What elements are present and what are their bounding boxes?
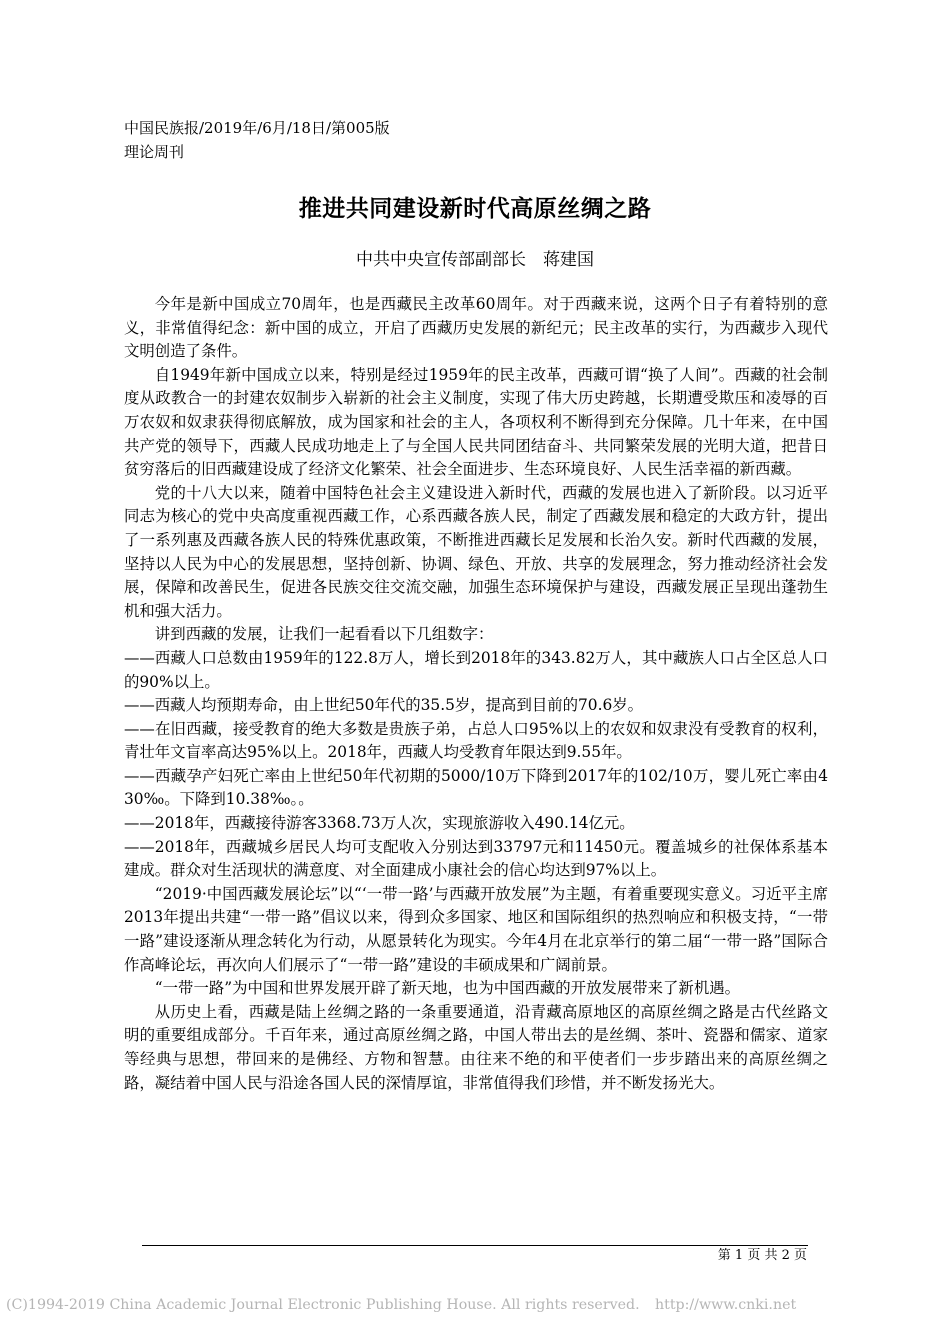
publication-info (124, 116, 390, 164)
copyright-url: http://www.cnki.net (655, 1297, 797, 1313)
data-point: ——西藏人均预期寿命，由上世纪50年代的35.5岁，提高到目前的70.6岁。 (124, 696, 644, 715)
paragraph: “一带一路”为中国和世界发展开辟了新天地，也为中国西藏的开放发展带来了新机遇。 (154, 979, 740, 998)
data-point: ——2018年，西藏接待游客3368.73万人次，实现旅游收入490.14亿元。 (124, 814, 635, 833)
source-line: 中国民族报/2019年/6月/18日/第005版 (124, 119, 390, 137)
paragraph: 讲到西藏的发展，让我们一起看看以下几组数字： (154, 625, 494, 644)
paragraph: 自1949年新中国成立以来，特别是经过1959年的民主改革，西藏可谓“换了人间”。西藏的社会制度从政教合一的封建农奴制步入崭新的社会主义制度，实现了伟大历史跨越，长期遭受欺压和凌辱的百万农奴和奴隶获得彻底解放，成为国家和社会的主人，各项权利不断得到充分保障。几十年来，在中国共产党的领导下，西藏人民成功地走上了与全国人民共同团结奋斗、共同繁荣发展的光明大道，把昔日贫穷落后的旧西藏建设成了经济文化繁荣、社会全面进步、生态环境良好、人民生活幸福的新西藏。 (124, 365, 828, 479)
paragraph: 党的十八大以来，随着中国特色社会主义建设进入新时代，西藏的发展也进入了新阶段。以习近平同志为核心的党中央高度重视西藏工作，心系西藏各族人民，制定了西藏发展和稳定的大政方针，提出了一系列惠及西藏各族人民的特殊优惠政策，不断推进西藏长足发展和长治久安。新时代西藏的发展，坚持以人民为中心的发展思想，坚持创新、协调、绿色、开放、共享的发展理念，努力推动经济社会发展，保障和改善民生，促进各民族交往交流交融，加强生态环境保护与建设，西藏发展正呈现出蓬勃生机和强大活力。 (124, 483, 828, 620)
paragraph: 今年是新中国成立70周年，也是西藏民主改革60周年。对于西藏来说，这两个日子有着特别的意义，非常值得纪念：新中国的成立，开启了西藏历史发展的新纪元；民主改革的实行，为西藏步入现代文明创造了条件。 (124, 295, 828, 361)
data-point: ——2018年，西藏城乡居民人均可支配收入分别达到33797元和11450元。覆盖城乡的社保体系基本建成。群众对生活现状的满意度、对全面建成小康社会的信心均达到97%以上。 (124, 837, 828, 880)
article-body (124, 293, 828, 1095)
article-title: 推进共同建设新时代高原丝绸之路 (298, 195, 652, 222)
page-indicator: 第 1 页 共 2 页 (717, 1248, 807, 1263)
copyright-notice: (C)1994-2019 China Academic Journal Electronic Publishing House. All rights reserved. (6, 1297, 640, 1313)
footer-divider (142, 1245, 808, 1246)
data-point: ——在旧西藏，接受教育的绝大多数是贵族子弟，占总人口95%以上的农奴和奴隶没有受教育的权利，青壮年文盲率高达95%以上。2018年，西藏人均受教育年限达到9.55年。 (124, 719, 828, 762)
article-author: 中共中央宣传部副部长 蒋建国 (356, 250, 594, 270)
paragraph: “2019·中国西藏发展论坛”以“‘一带一路’与西藏开放发展”为主题，有着重要现实意义。习近平主席2013年提出共建“一带一路”倡议以来，得到众多国家、地区和国际组织的热烈响应和积极支持，“一带一路”建设逐渐从理念转化为行动，从愿景转化为现实。今年4月在北京举行的第二届“一带一路”国际合作高峰论坛，再次向人们展示了“一带一路”建设的丰硕成果和广阔前景。 (124, 884, 828, 974)
paragraph: 从历史上看，西藏是陆上丝绸之路的一条重要通道，沿青藏高原地区的高原丝绸之路是古代丝路文明的重要组成部分。千百年来，通过高原丝绸之路，中国人带出去的是丝绸、茶叶、瓷器和儒家、道家等经典与思想，带回来的是佛经、方物和智慧。由往来不绝的和平使者们一步步踏出来的高原丝绸之路，凝结着中国人民与沿途各国人民的深情厚谊，非常值得我们珍惜，并不断发扬光大。 (124, 1002, 828, 1092)
data-point: ——西藏孕产妇死亡率由上世纪50年代初期的5000/10万下降到2017年的102/10万，婴儿死亡率由430‰。下降到10.38‰。。 (124, 766, 828, 809)
column-name: 理论周刊 (124, 143, 185, 161)
data-point: ——西藏人口总数由1959年的122.8万人，增长到2018年的343.82万人，其中藏族人口占全区总人口的90%以上。 (124, 648, 828, 691)
